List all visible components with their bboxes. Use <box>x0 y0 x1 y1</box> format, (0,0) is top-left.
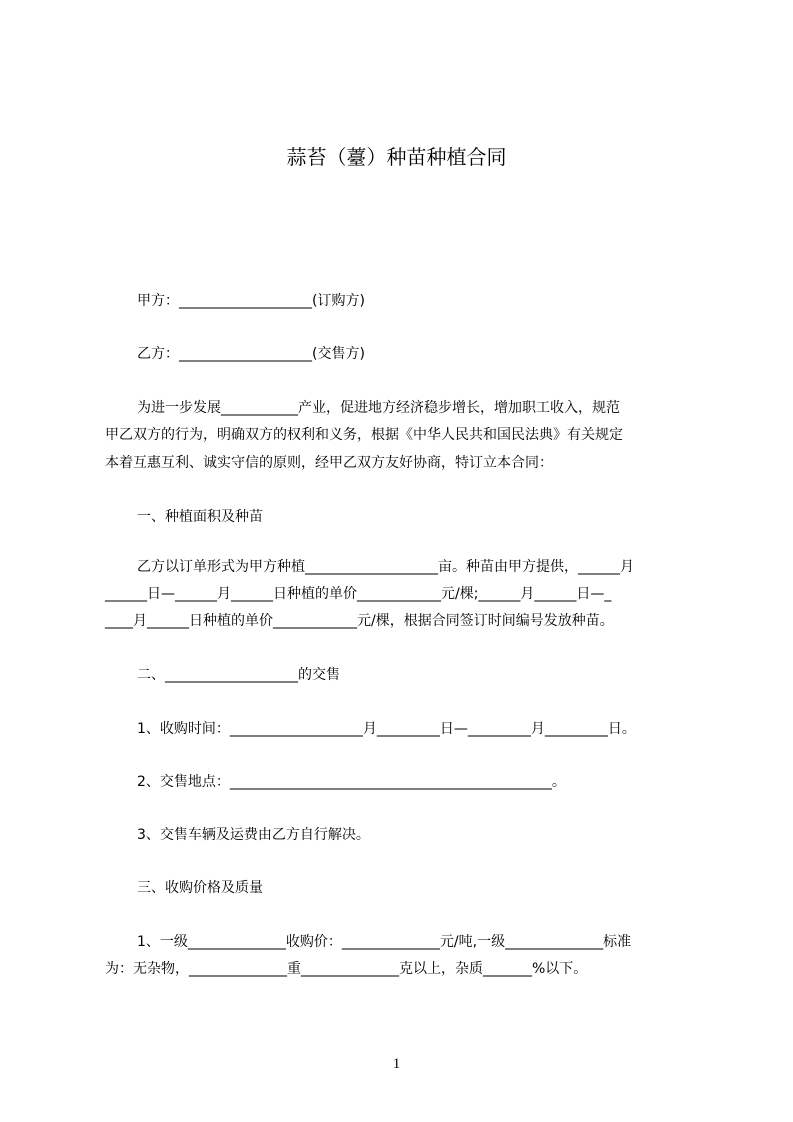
grade-price-line-1: 1、一级______________收购价：______________元/吨,一级______________标准 <box>137 934 632 950</box>
preamble-line-3: 本着互惠互利、诚实守信的原则，经甲乙双方友好协商，特订立本合同： <box>105 455 553 471</box>
section-1-line-3: ____月______日种植的单价____________元/棵，根据合同签订时间编号发放种苗。 <box>105 613 614 629</box>
document-title: 蒜苔（薹）种苗种植合同 <box>286 145 507 169</box>
grade-price-line-2: 为：无杂物，______________重______________克以上，杂质_______%以下。 <box>105 961 588 977</box>
delivery-location-line: 2、交售地点：______________________________________________。 <box>137 774 566 790</box>
party-b-line: 乙方：___________________(交售方) <box>137 346 365 362</box>
purchase-time-line: 1、收购时间：___________________月_________日—_________月_________日。 <box>137 721 636 737</box>
section-3-heading: 三、收购价格及质量 <box>137 880 263 896</box>
party-a-line: 甲方：___________________(订购方) <box>137 293 365 309</box>
section-1-line-1: 乙方以订单形式为甲方种植___________________亩。种苗由甲方提供，______月 <box>137 559 634 575</box>
preamble-line-2: 甲乙双方的行为，明确双方的权利和义务，根据《中华人民共和国民法典》有关规定 <box>105 427 623 443</box>
transport-line: 3、交售车辆及运费由乙方自行解决。 <box>137 827 370 843</box>
page-number: 1 <box>392 1056 401 1072</box>
preamble-line-1: 为进一步发展___________产业，促进地方经济稳步增长，增加职工收入，规范 <box>137 400 620 416</box>
section-1-heading: 一、种植面积及种苗 <box>137 509 263 525</box>
section-2-heading: 二、___________________的交售 <box>137 667 340 683</box>
section-1-line-2: ______日—______月______日种植的单价____________元/棵;______月______日—_ <box>105 586 612 602</box>
